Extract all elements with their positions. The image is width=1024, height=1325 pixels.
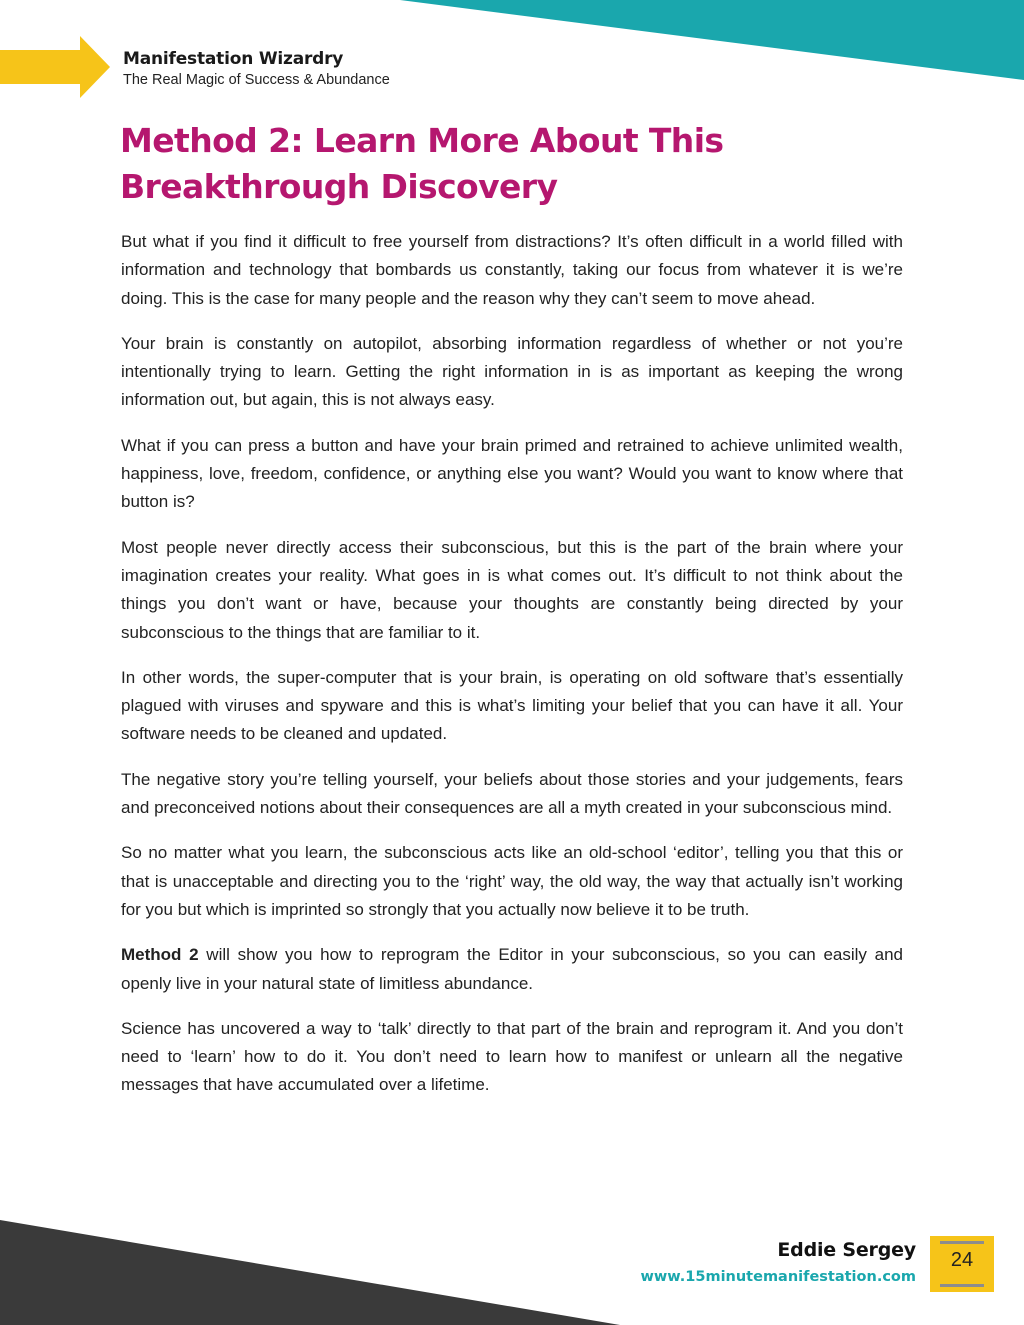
- header-title: Manifestation Wizardry: [123, 49, 344, 69]
- footer-author: Eddie Sergey: [777, 1239, 916, 1261]
- arrow-right-icon: [0, 36, 110, 98]
- paragraph: The negative story you’re telling yourself, your beliefs about those stories and your judgements, fears and preconceived notions about their consequences are all a myth created in your subconscious mind.: [121, 769, 903, 818]
- paragraph: Most people never directly access their subconscious, but this is the part of the brain where your imagination creates your reality. What goes in is what comes out. It’s difficult to not think about the things you don’t want or have, because your thoughts are constantly being directed by your subconscious to the things that are familiar to it.: [121, 537, 903, 642]
- badge-top-bar: [940, 1241, 984, 1244]
- method-paragraph: [121, 941, 903, 998]
- method-text: will show you how to reprogram the Editor in your subconscious, so you can easily and openly live in your natural state of limitless abundance.: [121, 945, 903, 993]
- header-subtitle: The Real Magic of Success & Abundance: [123, 72, 390, 88]
- page-number: 24: [950, 1249, 974, 1271]
- badge-bottom-bar: [940, 1284, 984, 1287]
- paragraph: What if you can press a button and have your brain primed and retrained to achieve unlimited wealth, happiness, love, freedom, confidence, or anything else you want? Would you want to know where that button is?: [121, 435, 903, 512]
- page-number-badge: [930, 1236, 994, 1292]
- footer-dark-wedge: [0, 1220, 620, 1325]
- body-text: [121, 228, 903, 1117]
- heading-line-2: Breakthrough Discovery: [120, 167, 558, 206]
- header: [123, 48, 390, 90]
- paragraph: But what if you find it difficult to free yourself from distractions? It’s often difficult in a world filled with information and technology that bombards us constantly, taking our focus from whatever it is we’re doing. This is the case for many people and the reason why they can’t seem to move ahead.: [121, 232, 903, 308]
- method-label: Method 2: [121, 945, 199, 965]
- final-paragraph: Science has uncovered a way to ‘talk’ directly to that part of the brain and reprogram it. And you don’t need to ‘learn’ how to do it. You don’t need to learn how to manifest or unlearn all the negative messages that have accumulated over a lifetime.: [121, 1018, 903, 1095]
- paragraph: Your brain is constantly on autopilot, absorbing information regardless of whether or not you’re intentionally trying to learn. Getting the right information in is as important as keeping the wrong information out, but again, this is not always easy.: [121, 333, 903, 410]
- paragraph: In other words, the super-computer that is your brain, is operating on old software that’s essentially plagued with viruses and spyware and this is what’s limiting your belief that you can have it all. Your software needs to be cleaned and updated.: [121, 667, 903, 744]
- top-teal-band: [400, 0, 1024, 80]
- section-heading: [120, 118, 840, 210]
- paragraph: So no matter what you learn, the subconscious acts like an old-school ‘editor’, telling you that this or that is unacceptable and directing you to the ‘right’ way, the old way, the way that actually isn’t working for you but which is imprinted so strongly that you actually now believe it to be truth.: [121, 843, 903, 919]
- heading-line-1: Method 2: Learn More About This: [120, 121, 724, 160]
- footer-url[interactable]: www.15minutemanifestation.com: [640, 1269, 916, 1285]
